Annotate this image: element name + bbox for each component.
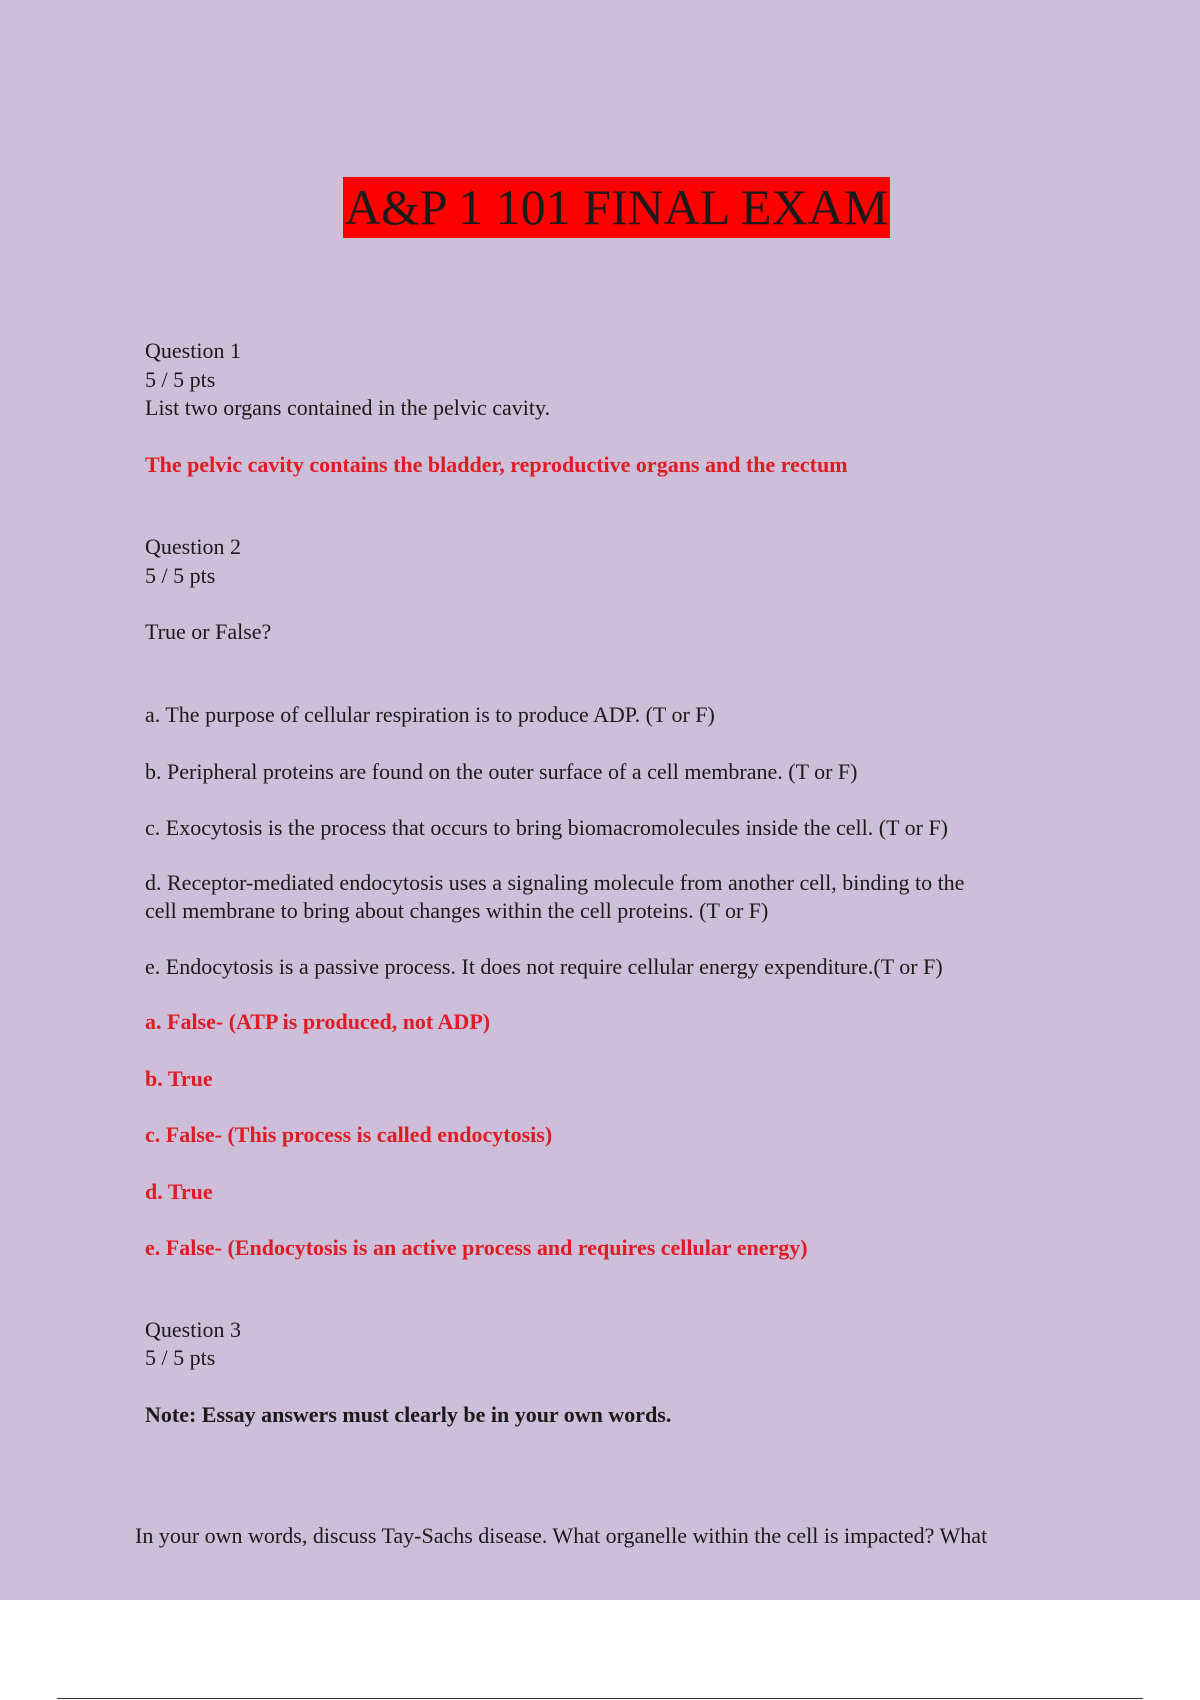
question-1-heading: Question 1 xyxy=(145,338,241,363)
question-3-prompt: In your own words, discuss Tay-Sachs disease. What organelle within the cell is impacted? What xyxy=(135,1523,988,1548)
question-1-answer: The pelvic cavity contains the bladder, reproductive organs and the rectum xyxy=(145,452,848,477)
exam-title: A&P 1 101 FINAL EXAM xyxy=(343,177,891,238)
question-2-item-a: a. The purpose of cellular respiration is to produce ADP. (T or F) xyxy=(145,702,715,727)
question-2-item-c: c. Exocytosis is the process that occurs to bring biomacromolecules inside the cell. (T or F) xyxy=(145,815,949,840)
question-2-item-d-line2: cell membrane to bring about changes within the cell proteins. (T or F) xyxy=(145,898,769,923)
question-2-answer-a: a. False- (ATP is produced, not ADP) xyxy=(145,1009,491,1034)
question-1-prompt: List two organs contained in the pelvic cavity. xyxy=(145,395,551,420)
title-container xyxy=(0,177,1200,238)
question-2-points: 5 / 5 pts xyxy=(145,563,216,588)
question-2-answer-e: e. False- (Endocytosis is an active process and requires cellular energy) xyxy=(145,1235,808,1260)
question-2-answer-d: d. True xyxy=(145,1179,213,1204)
question-2-item-e: e. Endocytosis is a passive process. It does not require cellular energy expenditure.(T or F) xyxy=(145,954,943,979)
question-3-note: Note: Essay answers must clearly be in your own words. xyxy=(145,1402,672,1427)
question-2-item-b: b. Peripheral proteins are found on the outer surface of a cell membrane. (T or F) xyxy=(145,759,858,784)
question-2-prompt: True or False? xyxy=(145,619,272,644)
question-2-heading: Question 2 xyxy=(145,534,241,559)
question-3-heading: Question 3 xyxy=(145,1317,241,1342)
question-2-item-d-line1: d. Receptor-mediated endocytosis uses a signaling molecule from another cell, binding to the xyxy=(145,870,965,895)
question-2-answer-c: c. False- (This process is called endocytosis) xyxy=(145,1122,553,1147)
question-1-points: 5 / 5 pts xyxy=(145,367,216,392)
footer-divider xyxy=(57,1698,1143,1699)
question-3-points: 5 / 5 pts xyxy=(145,1345,216,1370)
question-2-answer-b: b. True xyxy=(145,1066,213,1091)
